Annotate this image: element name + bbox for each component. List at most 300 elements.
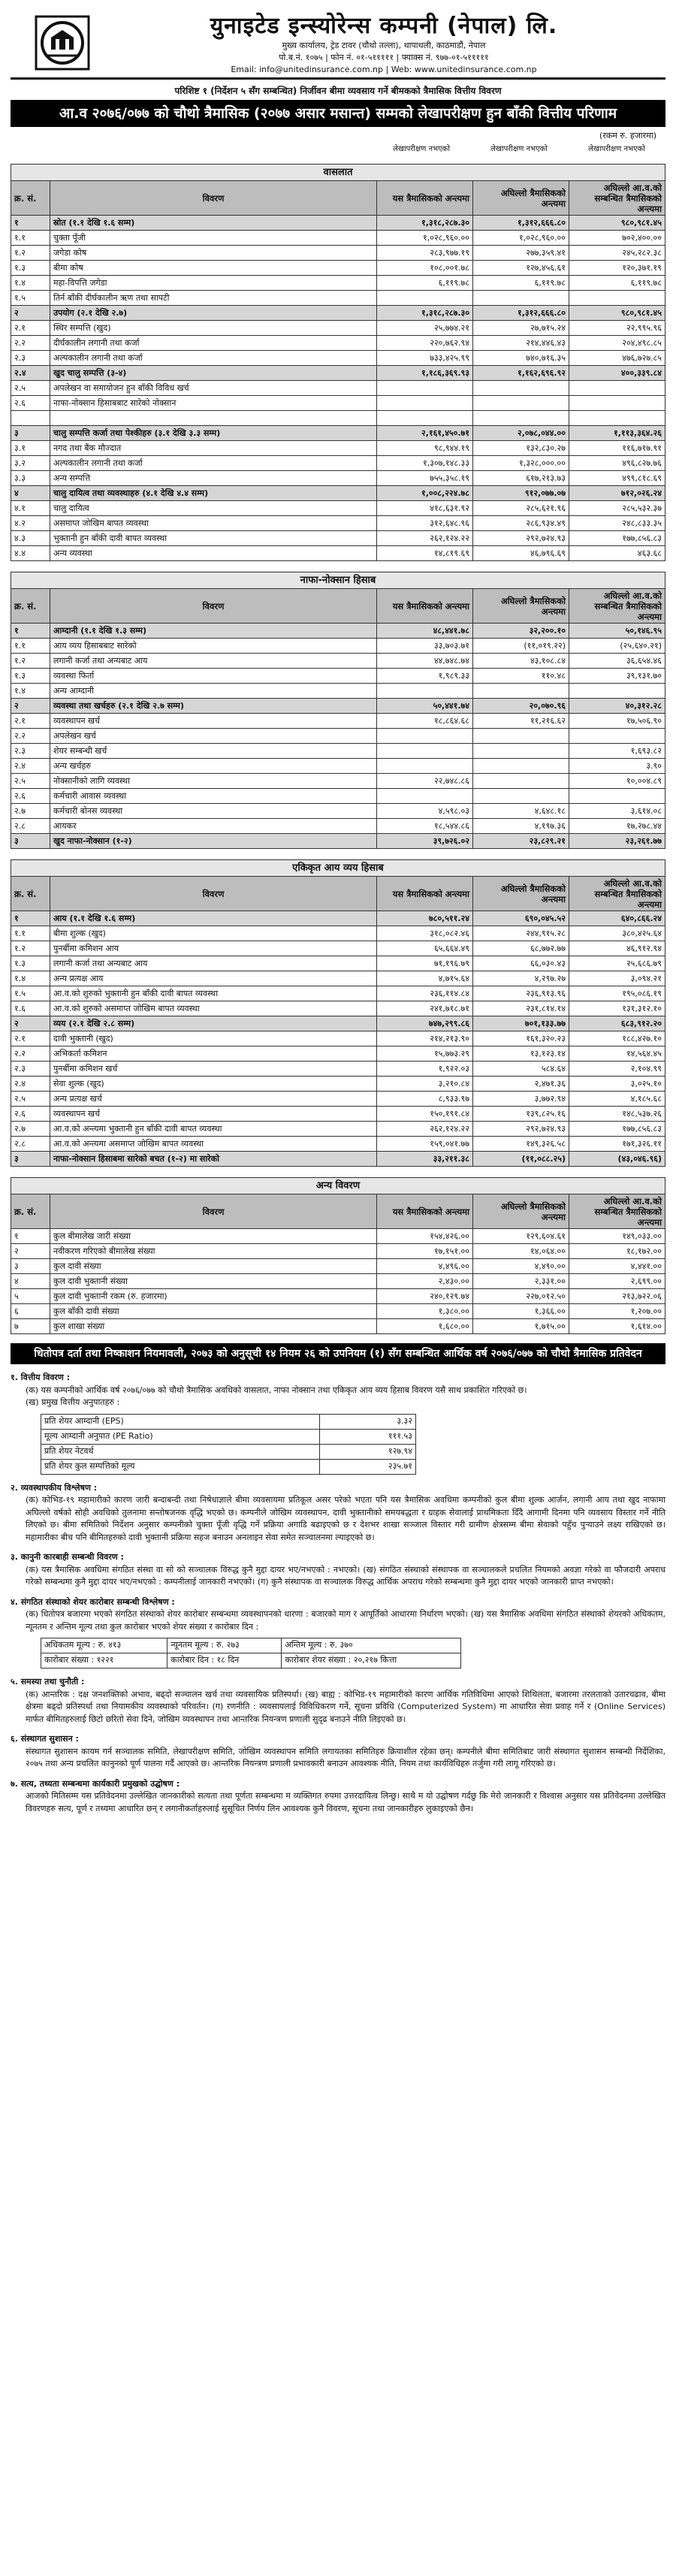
row-desc: लगानी कर्जा तथा अन्यबाट आय [50, 956, 377, 971]
table-row [41, 1653, 461, 1669]
table-row [11, 1274, 665, 1289]
ratio-label: प्रति शेयर आम्दानी (EPS) [41, 1414, 320, 1429]
row-previous: ७०१,१३३.७७ [473, 1016, 569, 1031]
row-previous: १,३६६.०० [473, 1304, 569, 1319]
row-desc: दावी भुक्तानी (खुद) [50, 1031, 377, 1046]
row-last-year: १,६९३.८२ [569, 744, 665, 759]
row-desc: कर्मचारी बोनस व्यवस्था [50, 804, 377, 819]
row-current [377, 744, 473, 759]
audit-note: लेखापरीक्षण नभएको [490, 145, 548, 153]
col-header-desc: विवरण [50, 877, 377, 911]
col-header-previous: अघिल्लो त्रैमासिकको अन्त्यमा [473, 1194, 569, 1229]
row-desc: चालु सम्पत्ति कर्जा तथा पेश्कीहरु (३.१ देखि ३.३ सम्म) [50, 426, 377, 441]
row-last-year: ४६३.६८ [569, 546, 665, 561]
ratio-value: १११.५३ [320, 1429, 416, 1444]
row-last-year: २५,६८६.७९ [569, 956, 665, 971]
ratio-value: १२७.९४ [320, 1444, 416, 1459]
row-previous: ११,२१६.६२ [473, 714, 569, 729]
row-desc: आ.व.को शुरुको असमाप्त जोखिम बापत व्यवस्था [50, 1001, 377, 1016]
row-last-year: ३.९० [569, 759, 665, 774]
row-last-year: १७७,८५६.८३ [569, 1122, 665, 1137]
row-previous: ४३,१०८.८४ [473, 654, 569, 669]
row-previous: ४,६४८.१८ [473, 804, 569, 819]
row-sn: ४.१ [11, 501, 50, 516]
row-desc: नाफा-नोक्सान हिसाबबाट सारेको नोक्सान [50, 396, 377, 411]
row-sn: २.३ [11, 1062, 50, 1077]
row-current: ६५,६६४.४९ [377, 941, 473, 956]
row-previous: १,०२८,९६०.०० [473, 231, 569, 246]
stock-table [41, 1638, 461, 1669]
row-previous: २७७,३५९.४१ [473, 246, 569, 261]
row-current: १,३१८,२८७.३० [377, 216, 473, 231]
row-sn: १.२ [11, 941, 50, 956]
row-last-year [569, 411, 665, 426]
row-desc: बीमा कोष [50, 261, 377, 276]
row-current: ३१२,६४८.९६ [377, 516, 473, 531]
row-desc: कुल दावी भुक्तानी संख्या [50, 1274, 377, 1289]
row-desc: कुल बाँकी दावी संख्या [50, 1304, 377, 1319]
row-last-year: १८,१७२.०० [569, 1244, 665, 1259]
row-previous: ६९०,०४५.५२ [473, 911, 569, 926]
ratio-label: प्रति शेयर नेटवर्थ [41, 1444, 320, 1459]
row-desc: अन्य व्यवस्था [50, 546, 377, 561]
row-current [377, 291, 473, 306]
row-current: ४,४९६.०० [377, 1259, 473, 1274]
table-row [11, 941, 665, 956]
report-banner: आ.व २०७६/०७७ को चौथो त्रैमासिक (२०७७ असार मसान्त) सम्मको लेखापरीक्षण हुन बाँकी वित्तीय परिणाम [11, 100, 665, 127]
row-sn: २.५ [11, 1092, 50, 1107]
table-row [11, 216, 665, 231]
row-previous: २७,७१५.२४ [473, 321, 569, 336]
row-previous [473, 789, 569, 804]
row-sn: १ [11, 1229, 50, 1244]
ratio-value: २३५.७१ [320, 1459, 416, 1474]
col-header-previous: अघिल्लो त्रैमासिकको अन्त्यमा [473, 877, 569, 911]
row-sn: १.५ [11, 291, 50, 306]
table-row [11, 1137, 665, 1152]
stock-cell: कारोबार संख्या : १२२१ [41, 1653, 167, 1669]
row-desc: अपलेखन वा समायोजन हुन बाँकी विविध खर्च [50, 381, 377, 396]
row-previous: २९२,७२४.९३ [473, 531, 569, 546]
row-last-year: १४,५६४.४५ [569, 1046, 665, 1062]
table-row [11, 1289, 665, 1304]
row-sn: ४ [11, 1274, 50, 1289]
section-other: अन्य विवरण [11, 1177, 665, 1194]
row-last-year: ३९,१३१.७० [569, 669, 665, 684]
table-row [11, 456, 665, 471]
row-last-year: १०,००४.८९ [569, 774, 665, 789]
row-current: १५९,०४१.७७ [377, 1137, 473, 1152]
row-previous: ३२,२००.१० [473, 624, 569, 639]
row-sn: २.४ [11, 1077, 50, 1092]
note-heading: ७. सत्य, तथ्यता सम्बन्धमा कार्यकारी प्रमुखको उद्घोषण : [11, 1778, 180, 1789]
row-current: ७८०,५११.२४ [377, 911, 473, 926]
row-last-year: १,२०७.०० [569, 1304, 665, 1319]
note-heading: १. वित्तीय विवरण : [11, 1373, 71, 1382]
row-previous: ३,७७२.९४ [473, 1092, 569, 1107]
col-header-current: यस त्रैमासिकको अन्त्यमा [377, 877, 473, 911]
company-logo-icon [33, 14, 92, 72]
row-previous: २३,८२९.२१ [473, 834, 569, 849]
row-sn: २.७ [11, 804, 50, 819]
row-last-year: १७१,३२६.११ [569, 1137, 665, 1152]
table-row [11, 714, 665, 729]
row-previous: ७४०,७१६.३५ [473, 351, 569, 366]
table-row [11, 246, 665, 261]
table-row [11, 1152, 665, 1167]
row-current: २३६,११४.८४ [377, 986, 473, 1001]
row-desc: सेवा शुल्क (खुद) [50, 1077, 377, 1092]
row-last-year [569, 789, 665, 804]
row-previous: २,३३१.०० [473, 1274, 569, 1289]
audit-note: लेखापरीक्षण नभएको [588, 145, 645, 153]
row-last-year: ४९९,८१८.६९ [569, 471, 665, 486]
row-desc: खुद चालु सम्पत्ति (३-४) [50, 366, 377, 381]
table-row [11, 639, 665, 654]
col-header-sn: क्र. सं. [11, 877, 50, 911]
row-last-year: ४००,३३९.८४ [569, 366, 665, 381]
row-last-year: ९८०,९८१.४५ [569, 306, 665, 321]
row-sn: ४.४ [11, 546, 50, 561]
row-desc: कर्मचारी आवास व्यवस्था [50, 789, 377, 804]
report-subtitle: परिशिष्ट १ (निर्देशन ५ सँग सम्बन्धित) निर्जीवन बीमा व्यवसाय गर्ने बीमकको त्रैमासिक वित्तीय विवरण [174, 86, 502, 96]
row-desc: नाफा-नोक्सान हिसाबमा सारेको बचत (१-२) मा सारेको [50, 1152, 377, 1167]
row-previous: १२९,६०४.६१ [473, 1229, 569, 1244]
row-sn: ३.२ [11, 456, 50, 471]
row-desc: आय (१.१ देखि १.६ सम्म) [50, 911, 377, 926]
row-previous: ४,४९०.०० [473, 1259, 569, 1274]
row-current: ३३,७०३.७१ [377, 639, 473, 654]
row-sn: २.२ [11, 336, 50, 351]
row-last-year: २३,२६१.७७ [569, 834, 665, 849]
table-row [11, 1001, 665, 1016]
row-desc: चुक्ता पूँजी [50, 231, 377, 246]
row-last-year: ६८३,९१२.२० [569, 1016, 665, 1031]
table-row [11, 1107, 665, 1122]
table-row [11, 291, 665, 306]
table-row [11, 624, 665, 639]
row-sn: २.३ [11, 744, 50, 759]
row-desc: जगेडा कोष [50, 246, 377, 261]
row-desc: शेयर सम्बन्धी खर्च [50, 744, 377, 759]
row-previous: २,४७१.३६ [473, 1077, 569, 1092]
col-header-desc: विवरण [50, 181, 377, 216]
table-row [11, 1319, 665, 1334]
table-row [11, 381, 665, 396]
table-row [41, 1429, 416, 1444]
stock-cell: कारोबार शेयर संख्या : २०,२१७ कित्ता [282, 1653, 461, 1669]
table-row [11, 501, 665, 516]
stock-cell: अन्तिम मूल्य : रु. ३७० [282, 1638, 461, 1653]
row-current: १,९८९.३३ [377, 669, 473, 684]
ratio-table [41, 1414, 416, 1475]
row-sn: १.३ [11, 261, 50, 276]
table-row [11, 516, 665, 531]
table-row [11, 774, 665, 789]
row-sn: ३ [11, 426, 50, 441]
row-last-year [569, 291, 665, 306]
row-last-year: १,११३,३६४.२६ [569, 426, 665, 441]
col-header-current: यस त्रैमासिकको अन्त्यमा [377, 589, 473, 624]
table-row [11, 956, 665, 971]
row-desc: पुनर्बीमा कमिशन आय [50, 941, 377, 956]
row-current: २५,७७४.२१ [377, 321, 473, 336]
row-desc: अन्य सम्पत्ति [50, 471, 377, 486]
row-desc: व्यवस्थापन खर्च [50, 714, 377, 729]
row-last-year: (४३,०४६.९६) [569, 1152, 665, 1167]
row-last-year: ४०,३१२.२८ [569, 699, 665, 714]
col-header-sn: क्र. सं. [11, 1194, 50, 1229]
col-header-current: यस त्रैमासिकको अन्त्यमा [377, 1194, 473, 1229]
row-previous: २८५,६२१.९६ [473, 501, 569, 516]
row-last-year: १४८,५३७.२६ [569, 1107, 665, 1122]
row-current: ४४,७४८.७४ [377, 654, 473, 669]
row-last-year: ११६,७१७.९१ [569, 441, 665, 456]
row-current: २४१,७१८.७१ [377, 1001, 473, 1016]
row-desc: आय व्यय हिसाबबाट सारेको [50, 639, 377, 654]
letterhead [11, 8, 665, 80]
table-row [11, 986, 665, 1001]
row-previous: (११,०८८.२५) [473, 1152, 569, 1167]
row-desc: चालु दायित्व तथा व्यवस्थाहरु (४.१ देखि ४.४ सम्म) [50, 486, 377, 501]
row-current: ८,९३३.९७ [377, 1092, 473, 1107]
table-row [11, 396, 665, 411]
ratio-label: मूल्य आम्दानी अनुपात (PE Ratio) [41, 1429, 320, 1444]
row-sn: ६ [11, 1304, 50, 1319]
row-current: १,०२८,९६०.०० [377, 231, 473, 246]
row-last-year: १७७,८५६.८३ [569, 531, 665, 546]
row-last-year: ५०,१४६.९५ [569, 624, 665, 639]
row-desc: अल्पकालीन लगानी तथा कर्जा [50, 351, 377, 366]
row-sn: १.५ [11, 986, 50, 1001]
row-last-year: ९८०,९८१.४५ [569, 216, 665, 231]
row-current: १,३८०.०० [377, 1304, 473, 1319]
row-last-year [569, 381, 665, 396]
note-text: आजको मितिसम्म यस प्रतिवेदनमा उल्लेखित जानकारीको सत्यता तथा पूर्णता सम्बन्धमा म व्यक्तिगत रुपमा उत्तरदायित्व लिन्छु। साथै म यो उद्घोषण गर्दछु कि मेरो जानकारी र विश्वास अनुसार यस प्रतिवेदनमा उल्लेखित विवरणहरु सत्य, पूर्ण र तथ्यमा आधारित छन् र लगानीकर्ताहरुलाई सुसूचित निर्णय लिन आवश्यक कुनै विवरण, सूचना तथा जानकारीहरु लुकाइएको छैन। [26, 1791, 665, 1813]
row-sn: १.१ [11, 231, 50, 246]
row-sn: २.१ [11, 321, 50, 336]
row-desc: नगद तथा बैंक मौज्दात [50, 441, 377, 456]
row-previous: १,३१२,६६६.८० [473, 216, 569, 231]
row-current: २६२,१२४.२२ [377, 1122, 473, 1137]
row-last-year: ३,०२५.१० [569, 1077, 665, 1092]
row-previous: १,७१५.०० [473, 1319, 569, 1334]
row-last-year: २८५,५३२.३७ [569, 501, 665, 516]
table-row [11, 546, 665, 561]
col-header-last-year: अघिल्लो आ.व.को सम्बन्धित त्रैमासिकको अन्त्यमा [569, 1194, 665, 1229]
row-sn: १.४ [11, 971, 50, 986]
row-desc: नवीकरण गरिएको बीमालेख संख्या [50, 1244, 377, 1259]
row-sn: १.१ [11, 639, 50, 654]
row-desc: दीर्घकालीन लगानी तथा कर्जा [50, 336, 377, 351]
row-desc: व्यवस्था तथा खर्चहरु (२.१ देखि २.७ सम्म) [50, 699, 377, 714]
row-current [377, 411, 473, 426]
row-last-year: ४,४४१.०० [569, 1259, 665, 1274]
row-previous [473, 774, 569, 789]
row-previous: २४४,९१५.२८ [473, 926, 569, 941]
row-desc: खुद नाफा-नोक्सान (१-२) [50, 834, 377, 849]
row-current [377, 684, 473, 699]
row-last-year [569, 684, 665, 699]
row-sn: १.४ [11, 276, 50, 291]
row-previous: १,३१२,६६६.८० [473, 306, 569, 321]
row-previous: ९१२,०७७.०७ [473, 486, 569, 501]
other-details-table [11, 1194, 665, 1334]
row-desc: आम्दानी (१.१ देखि १.३ सम्म) [50, 624, 377, 639]
row-current: ३,२१०.८४ [377, 1077, 473, 1092]
balance-sheet-table [11, 180, 665, 561]
row-last-year: ४७६,७२७.८५ [569, 351, 665, 366]
row-last-year: ७०२,४००.०० [569, 231, 665, 246]
row-last-year: ६४०,८६६.२४ [569, 911, 665, 926]
row-sn: २.१ [11, 1031, 50, 1046]
row-previous [473, 744, 569, 759]
row-current: १,००८,२२४.७८ [377, 486, 473, 501]
row-last-year: ७१२,०२६.२४ [569, 486, 665, 501]
row-previous: ११०.४८ [473, 669, 569, 684]
row-sn: २.२ [11, 729, 50, 744]
row-current: ३३,२११.३८ [377, 1152, 473, 1167]
note-text: संस्थागत सुशासन कायम गर्न सञ्चालक समिति, लेखापरीक्षण समिति, जोखिम व्यवस्थापन समिति लगायतका समितिहरु क्रियाशील रहेका छन्। कम्पनीले बीमा समितिबाट जारी संस्थागत सुशासन सम्बन्धी निर्देशिका, २०७५ तथा अन्य प्रचलित कानुनको पूर्ण पालना गर्दै आएको छ। आन्तरिक नियन्त्रण प्रणाली प्रभावकारी बनाउन आवश्यक नीति, नियम तथा कार्यविधिहरु तर्जुमा गरी लागू गरिएको छ। [26, 1746, 665, 1768]
table-row [11, 789, 665, 804]
col-header-desc: विवरण [50, 589, 377, 624]
note-text: (क) कोभिड-१९ महामारीको कारण जारी बन्दाबन्दी तथा निषेधाज्ञाले बीमा व्यवसायमा प्रतिकूल असर परेको भएता पनि यस त्रैमासिक अवधिमा कम्पनीको कुल बीमा शुल्क आर्जन, लगानी आय तथा खुद नाफामा अघिल्लो वर्षको सोही अवधिको तुलनामा सन्तोषजनक वृद्धि भएको छ। कम्पनीले जोखिम व्यवस्थापन, दावी भुक्तानीको समयबद्धता र ग्राहक सेवालाई प्राथमिकता दिँदै आगामी दिनमा पनि व्यवसाय विस्तार गर्ने नीति लिएको छ। बीमा समितिको निर्देशन अनुसार कम्पनीको चुक्ता पूँजी वृद्धि गर्ने प्रक्रिया अगाडि बढाइएको छ र देशभर शाखा सञ्जाल विस्तार गरी ग्रामीण क्षेत्रसम्म बीमा सेवाको पहुँच पुर्‍याउने लक्ष्य राखिएको छ। महामारीका बीच पनि बीमितहरुको दावी भुक्तानी प्रक्रिया सहज बनाउन अनलाइन सेवा समेत सञ्चालनमा ल्याइएको छ। [26, 1495, 665, 1542]
table-row [11, 1229, 665, 1244]
row-current: २२,७४८.८६ [377, 774, 473, 789]
table-row [11, 321, 665, 336]
row-previous [473, 381, 569, 396]
table-row [11, 1062, 665, 1077]
row-current: १५४,४२६.०० [377, 1229, 473, 1244]
table-row [11, 1304, 665, 1319]
row-previous: १२७,४५६.६१ [473, 261, 569, 276]
row-current: ९८,९४४.१९ [377, 441, 473, 456]
row-sn: २.७ [11, 1122, 50, 1137]
table-row [11, 699, 665, 714]
row-desc: कुल दावी भुक्तानी रकम (रु. हजारमा) [50, 1289, 377, 1304]
audit-notes [11, 143, 665, 153]
row-current: १,६८०.०० [377, 1319, 473, 1334]
row-previous [473, 291, 569, 306]
table-row [41, 1459, 416, 1474]
row-last-year: २,६९९.०० [569, 1274, 665, 1289]
row-sn: ३ [11, 1152, 50, 1167]
row-desc: तिर्न बाँकी दीर्घकालीन ऋण तथा सापटी [50, 291, 377, 306]
row-previous: ६६,०३०.४३ [473, 956, 569, 971]
row-current: ७४७,२९९.८६ [377, 1016, 473, 1031]
row-current: १७,१५१.०० [377, 1244, 473, 1259]
row-last-year: १,६१४.०० [569, 1319, 665, 1334]
row-sn: १.३ [11, 956, 50, 971]
row-desc: स्रोत (१.१ देखि १.६ सम्म) [50, 216, 377, 231]
row-current [377, 729, 473, 744]
row-last-year: २४८,८३३.३५ [569, 516, 665, 531]
stock-cell: अधिकतम मूल्य : रु. ४१३ [41, 1638, 167, 1653]
row-previous [473, 684, 569, 699]
row-previous [473, 729, 569, 744]
row-last-year: २०४,४९८.८५ [569, 336, 665, 351]
table-row [41, 1414, 416, 1429]
row-sn: २.५ [11, 774, 50, 789]
row-sn: ३.१ [11, 441, 50, 456]
table-row [11, 441, 665, 456]
table-row [41, 1444, 416, 1459]
row-previous: २,०७८,०४४.०० [473, 426, 569, 441]
ratio-value: ३.३२ [320, 1414, 416, 1429]
row-previous: २३१,८१४.१४ [473, 1001, 569, 1016]
row-desc: चालु दायित्व [50, 501, 377, 516]
row-previous: १३२,८३०.२७ [473, 441, 569, 456]
row-current [377, 789, 473, 804]
row-sn: २.१ [11, 714, 50, 729]
row-current: १,१८६,३६९.९३ [377, 366, 473, 381]
row-current: २४०,१२९.७४ [377, 1289, 473, 1304]
row-sn: २ [11, 306, 50, 321]
row-desc: अपलेखन खर्च [50, 729, 377, 744]
table-row [11, 834, 665, 849]
table-row [11, 1031, 665, 1046]
table-row [11, 926, 665, 941]
amount-unit: (रकम रु. हजारमा) [599, 131, 656, 140]
row-desc: व्यय (२.१ देखि २.८ सम्म) [50, 1016, 377, 1031]
row-sn: २.६ [11, 789, 50, 804]
row-sn: १.३ [11, 669, 50, 684]
row-current: ६,११९.७८ [377, 276, 473, 291]
table-row [11, 669, 665, 684]
row-sn [11, 411, 50, 426]
row-previous: ४,२९७.२७ [473, 971, 569, 986]
note-text: (क) यस त्रैमासिक अवधिमा संगठित संस्था वा सो को सञ्चालक विरुद्ध कुनै मुद्दा दायर भए/नभएको : नभएको। (ख) संगठित संस्थाको संस्थापक वा सञ्चालकले प्रचलित नियमको अवज्ञा गरेको वा फौजदारी अपराध गरेको सम्बन्धमा कुनै मुद्दा दायर भए/नभएको : कम्पनीलाई जानकारी नभएको। (ग) कुनै संस्थापक वा सञ्चालक विरुद्ध आर्थिक अपराध गरेको सम्बन्धमा कुनै मुद्दा दायर भएको जानकारी प्राप्त नभएको। [26, 1564, 665, 1587]
row-desc: आ.व.को शुरुको भुक्तानी हुन बाँकी दावी बापत व्यवस्था [50, 986, 377, 1001]
section-balance-sheet: वासलात [11, 164, 665, 180]
row-sn: १.१ [11, 926, 50, 941]
table-row [11, 411, 665, 426]
row-current: १५०,१९१.८४ [377, 1107, 473, 1122]
table-row [11, 911, 665, 926]
stock-cell: कारोबार दिन : १८ दिन [167, 1653, 282, 1669]
col-header-current: यस त्रैमासिकको अन्त्यमा [377, 181, 473, 216]
row-desc: आ.व.को अन्त्यमा असमाप्त जोखिम बापत व्यवस्था [50, 1137, 377, 1152]
note-text: (क) यस कम्पनीको आर्थिक वर्ष २०७६/०७७ को चौथो त्रैमासिक अवधिको वासलात, नाफा नोक्सान तथा एकिकृत आय व्यय हिसाब विवरण यसै साथ प्रकाशित गरिएको छ। [26, 1385, 527, 1395]
row-sn: ४.२ [11, 516, 50, 531]
row-sn: २.६ [11, 1107, 50, 1122]
row-previous: १३९,८२५.१६ [473, 1107, 569, 1122]
table-row [11, 654, 665, 669]
table-row [11, 759, 665, 774]
row-previous: ६,११९.७८ [473, 276, 569, 291]
row-last-year: ३६,६५४.४६ [569, 654, 665, 669]
row-sn: १ [11, 911, 50, 926]
row-sn: २.८ [11, 819, 50, 834]
row-last-year: १७,५०६.९० [569, 714, 665, 729]
company-contact: पो.ब.नं. १०७५ | फोन नं. ०१-५१११११ | फ्याक्स नं. ९७७-०१-५१११११ [279, 53, 489, 62]
row-sn: २.८ [11, 1137, 50, 1152]
row-last-year: ३,६१४.०८ [569, 804, 665, 819]
table-row [11, 744, 665, 759]
row-current [377, 381, 473, 396]
table-row [11, 261, 665, 276]
row-current: १,९२२.०३ [377, 1062, 473, 1077]
row-previous: १६१,३२०.२३ [473, 1031, 569, 1046]
section-consolidated: एकिकृत आय व्यय हिसाब [11, 859, 665, 876]
col-header-desc: विवरण [50, 1194, 377, 1229]
note-heading: २. व्यवस्थापकीय विश्लेषण : [11, 1482, 98, 1493]
row-desc: आ.व.को अन्त्यमा भुक्तानी हुन बाँकी दावी बापत व्यवस्था [50, 1122, 377, 1137]
row-desc: व्यवस्था फिर्ता [50, 669, 377, 684]
row-last-year: २२,९९५.९६ [569, 321, 665, 336]
row-previous: १३,१२३.१४ [473, 1046, 569, 1062]
row-last-year: १३१,३१२.१० [569, 1001, 665, 1016]
